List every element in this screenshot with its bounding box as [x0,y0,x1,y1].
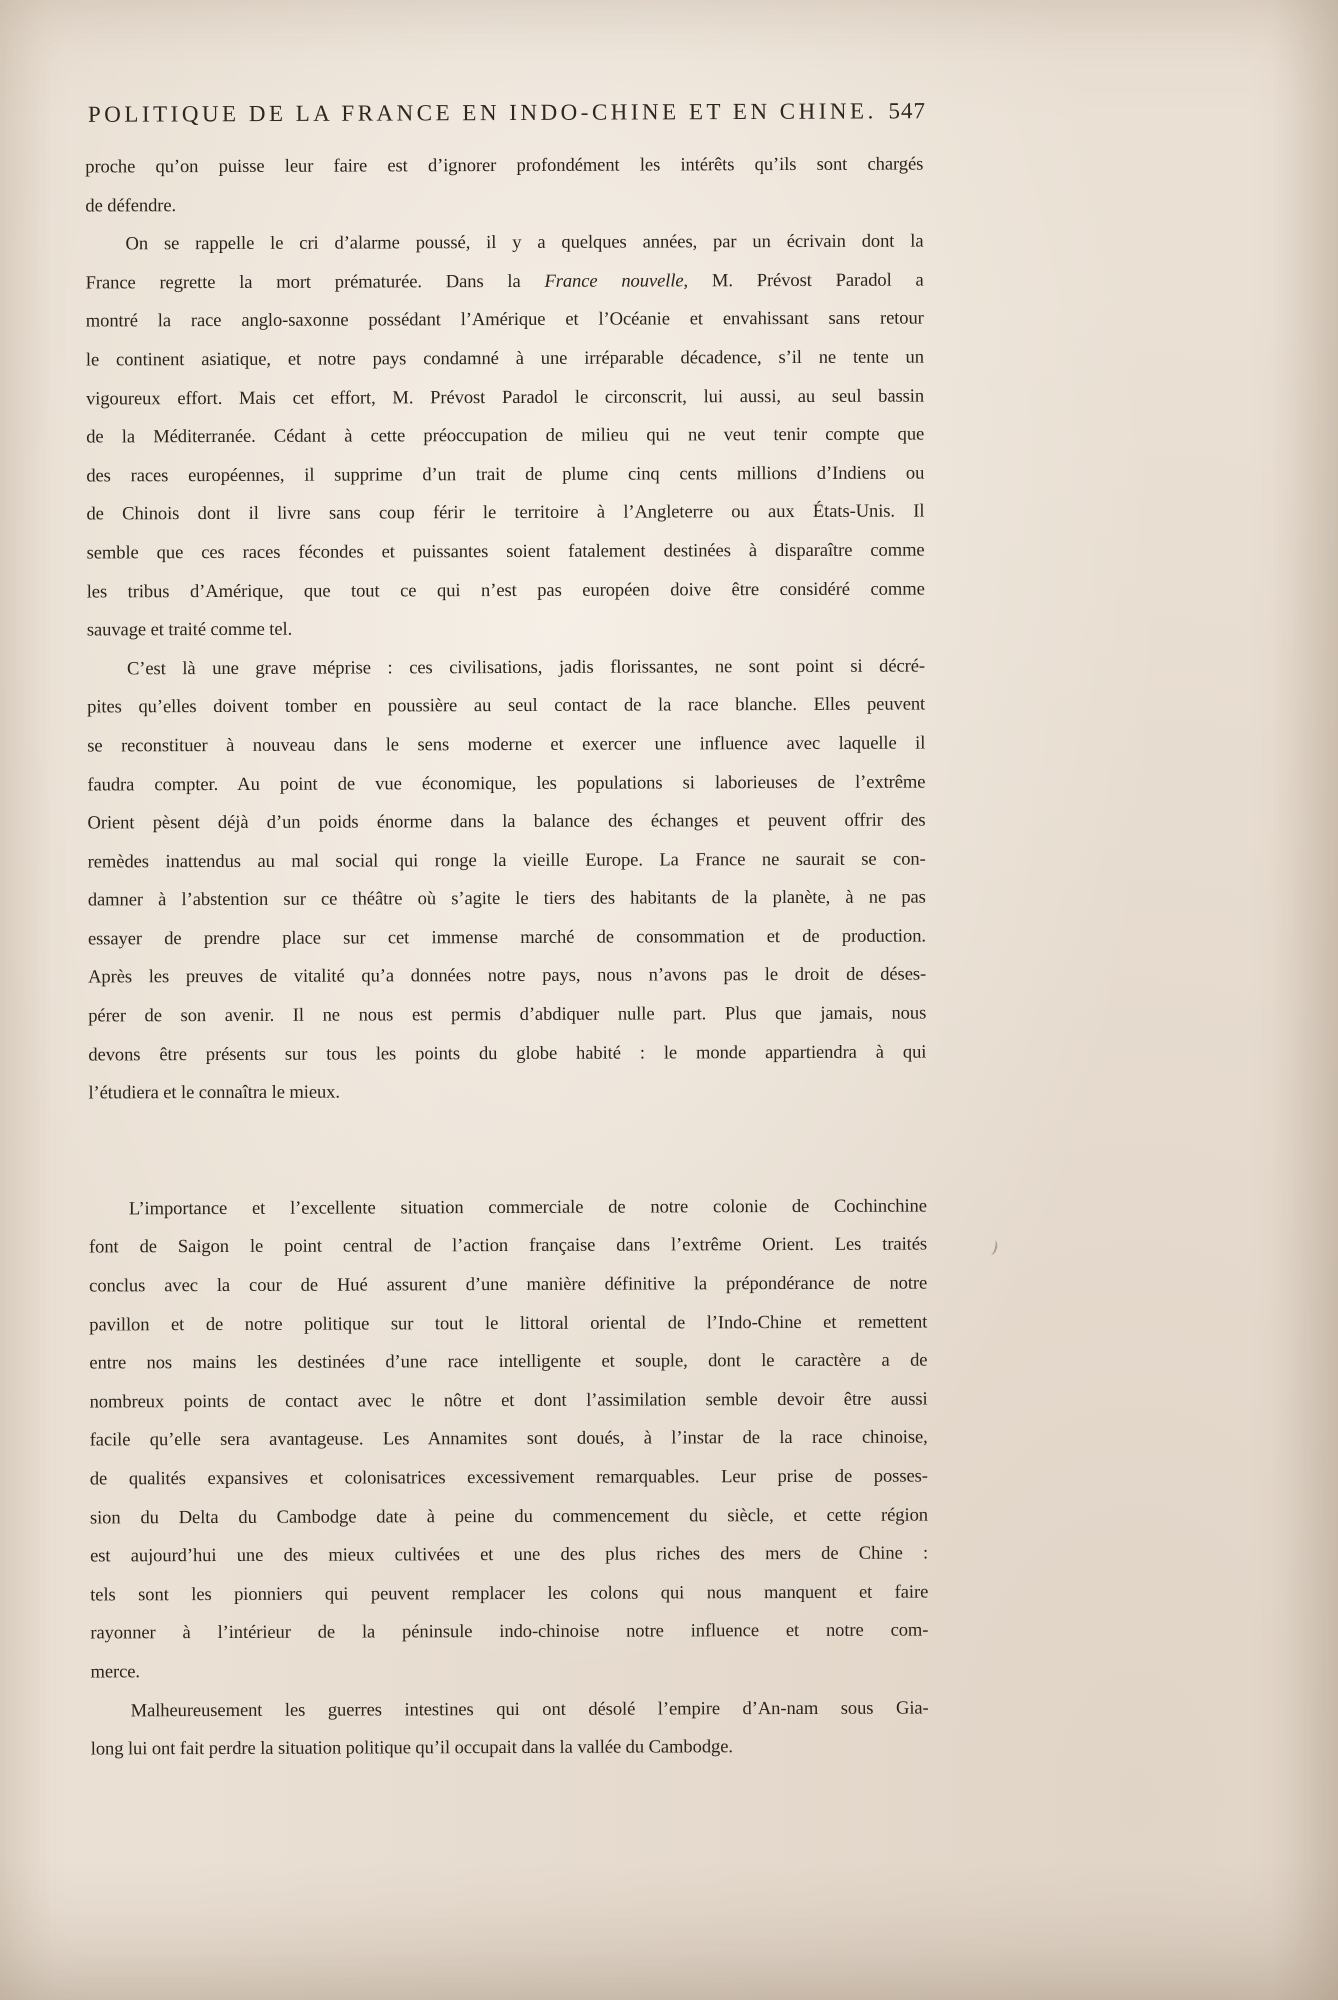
text-line: l’étudiera et le connaîtra le mieux. [88,1081,340,1104]
text-line: Orient pèsent déjà d’un poids énorme dans la balance des échanges et peuvent offrir des [87,809,926,834]
running-header-title: POLITIQUE DE LA FRANCE EN INDO-CHINE ET EN CHINE. [87,98,877,127]
text-line: proche qu’on puisse leur faire est d’ignorer profondément les intérêts qu’ils sont chargés [85,153,924,178]
text-line: C’est là une grave méprise : ces civilisations, jadis florissantes, ne sont point si décré- [126,655,926,680]
text-line: L’importance et l’excellente situation commerciale de notre colonie de Cochinchine [128,1195,927,1220]
text-line [86,261,924,303]
text-segment: , M. Prévost Paradol a [683,269,924,292]
text-line: tels sont les pionniers qui peuvent remplacer les colons qui nous manquent et faire [90,1581,929,1606]
text-line: conclus avec la cour de Hué assurent d’une manière définitive la prépondérance de notre [89,1272,928,1297]
text-line: est aujourd’hui une des mieux cultivées et une des plus riches des mers de Chine : [90,1542,929,1567]
text-line: On se rappelle le cri d’alarme poussé, il y a quelques années, par un écrivain dont la [125,230,924,255]
text-line: remèdes inattendus au mal social qui ronge la vieille Europe. La France ne saurait se con- [87,848,926,873]
text-segment: France regrette la mort prématurée. Dans la [85,270,545,294]
text-line: font de Saigon le point central de l’action française dans l’extrême Orient. Les traités [88,1233,928,1258]
text-line: nombreux points de contact avec le nôtre et dont l’assimilation semble devoir être aussi [89,1388,928,1413]
text-line: de défendre. [85,194,177,217]
scan-artifact-mark [986,1239,999,1256]
text-line: le continent asiatique, et notre pays condamné à une irréparable décadence, s’il ne tente un [85,346,924,371]
text-line: Après les preuves de vitalité qu’a données notre pays, nous n’avons pas le droit de déses- [88,964,927,988]
text-line: rayonner à l’intérieur de la péninsule indo-chinoise notre influence et notre com- [90,1619,929,1644]
text-line: long lui ont fait perdre la situation politique qu’il occupait dans la vallée du Cambodge. [90,1736,733,1760]
text-line: semble que ces races fécondes et puissantes soient fatalement destinées à disparaître comme [86,539,925,564]
text-line: montré la race anglo-saxonne possédant l’Amérique et l’Océanie et envahissant sans retour [85,307,924,332]
text-line: de qualités expansives et colonisatrices excessivement remarquables. Leur prise de posses- [89,1465,928,1490]
text-line: faudra compter. Au point de vue économique, les populations si laborieuses de l’extrême [87,771,926,795]
text-line: vigoureux effort. Mais cet effort, M. Prévost Paradol le circonscrit, lui aussi, au seul bassin [86,385,925,410]
running-header [88,98,926,136]
text-line: facile qu’elle sera avantageuse. Les Annamites sont doués, à l’instar de la race chinoise, [89,1426,928,1451]
text-line: Malheureusement les guerres intestines qui ont désolé l’empire d’An-nam sous Gia- [130,1697,929,1721]
text-line: sion du Delta du Cambodge date à peine du commencement du siècle, et cette région [89,1504,928,1529]
text-line: damner à l’abstention sur ce théâtre où s’agite le tiers des habitants de la planète, à ne pas [87,886,926,911]
text-line: des races européennes, il supprime d’un trait de plume cinq cents millions d’Indiens ou [86,462,925,487]
italic-text-segment: France nouvelle [544,270,684,292]
text-line: devons être présents sur tous les points du globe habité : le monde appartiendra à qui [88,1041,927,1066]
text-line: entre nos mains les destinées d’une race intelligente et souple, dont le caractère a de [89,1349,928,1374]
text-line: essayer de prendre place sur cet immense marché de consommation et de production. [87,925,926,950]
page-body [85,146,929,1770]
text-line: pérer de son avenir. Il ne nous est permis d’abdiquer nulle part. Plus que jamais, nous [88,1002,927,1027]
text-line: les tribus d’Amérique, que tout ce qui n’est pas européen doive être considéré comme [86,578,925,602]
text-line: sauvage et traité comme tel. [86,618,293,641]
text-line: pavillon et de notre politique sur tout le littoral oriental de l’Indo-Chine et remettent [89,1311,928,1336]
page-number: 547 [888,98,927,124]
section-gap [89,1110,927,1190]
text-line: se reconstituer à nouveau dans le sens moderne et exercer une influence avec laquelle il [87,732,926,757]
text-line: de la Méditerranée. Cédant à cette préoccupation de milieu qui ne veut tenir compte que [86,423,925,448]
text-line: merce. [90,1661,140,1683]
text-line: pites qu’elles doivent tomber en poussière au seul contact de la race blanche. Elles peuvent [87,693,926,718]
text-line: de Chinois dont il livre sans coup férir le territoire à l’Angleterre ou aux États-Unis. Il [86,500,925,525]
